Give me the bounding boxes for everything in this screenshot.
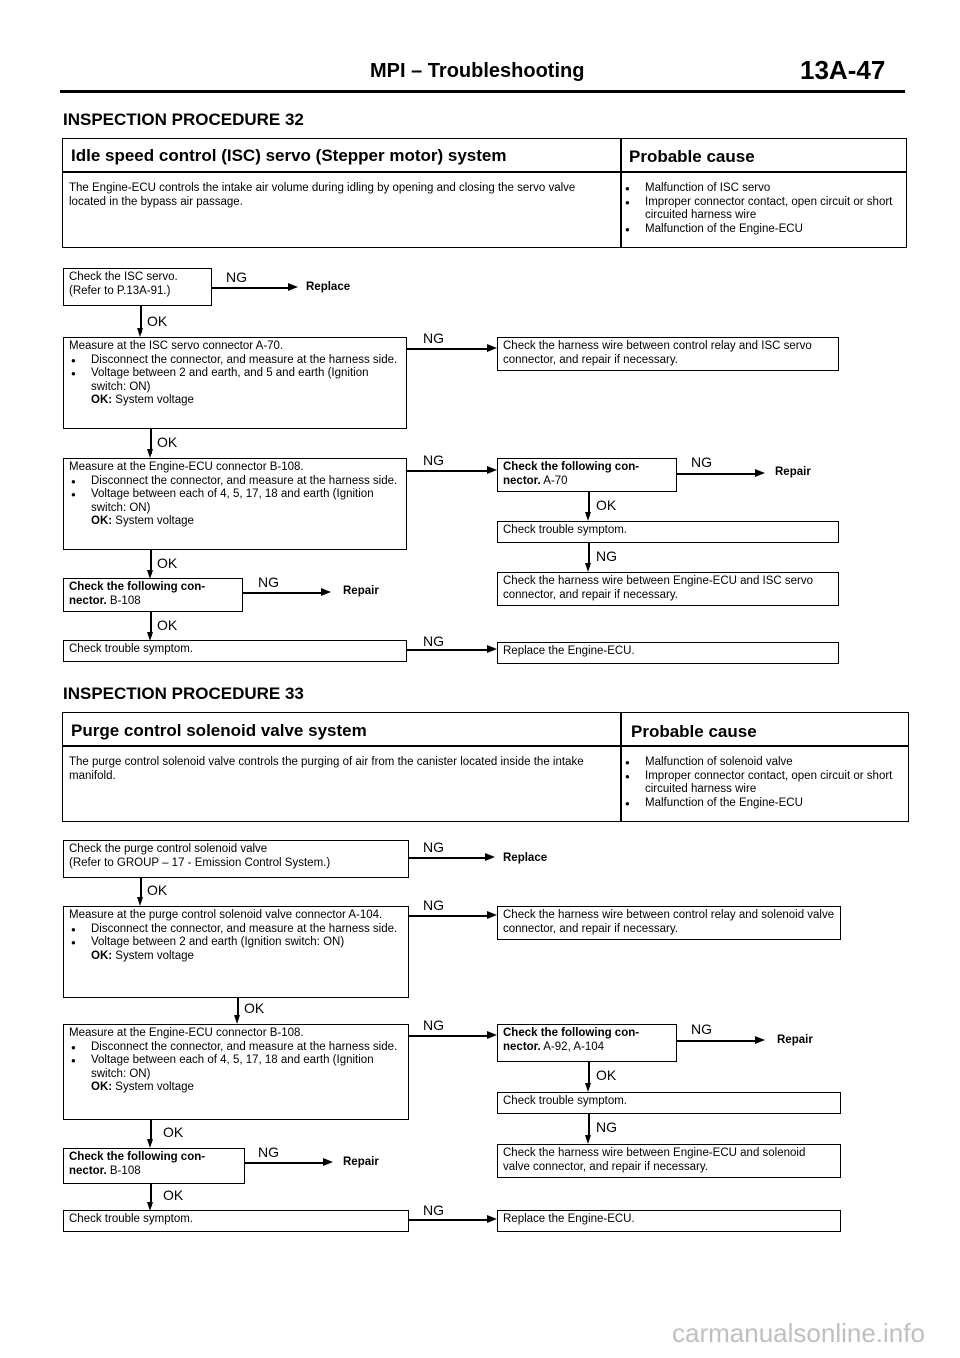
p33-replace-ecu-box: Replace the Engine-ECU. (497, 1210, 841, 1232)
arrow-down (137, 897, 143, 906)
connector-id: A-92, A-104 (543, 1040, 605, 1053)
box-bullet: ● Disconnect the connector, and measure at the harness side. (69, 354, 401, 368)
p33-action-repair: Repair (777, 1034, 813, 1046)
p33-check-relay-harness-box: Check the harness wire between control relay and solenoid valve connector, and repair if necessary. (497, 906, 841, 940)
arrow-down (585, 1135, 591, 1144)
ok-condition-label: OK: (91, 394, 113, 406)
box-bullet: ● Disconnect the connector, and measure at the harness side. (69, 923, 403, 937)
p32-final-trouble-symptom-box: Check trouble symptom. (63, 640, 407, 662)
p32-action-replace: Replace (306, 281, 351, 293)
system-title: Purge control solenoid valve system (71, 721, 367, 740)
arrow-right (487, 466, 497, 474)
ok-condition (69, 1081, 403, 1095)
p32-check-relay-harness-box: Check the harness wire between control relay and ISC servo connector, and repair if necessary. (497, 337, 839, 371)
cause-item: ● Malfunction of ISC servo (623, 182, 903, 196)
ok-label: OK (157, 555, 178, 571)
ng-label: NG (258, 574, 279, 590)
arrow-down (585, 1083, 591, 1092)
table-divider (63, 171, 906, 173)
ng-label: NG (423, 1017, 444, 1033)
watermark: carmanualsonline.info (672, 1318, 925, 1348)
ok-label: OK (596, 1067, 617, 1083)
probable-cause-list (623, 182, 903, 236)
system-title: Idle speed control (ISC) servo (Stepper motor) system (71, 146, 507, 165)
p33-check-ecu-harness-box: Check the harness wire between Engine-ECU and solenoid valve connector, and repair if necessary. (497, 1144, 841, 1178)
box-bullet: ● Disconnect the connector, and measure at the harness side. (69, 1041, 403, 1055)
box-line: Check the purge control solenoid valve (69, 843, 268, 855)
box-line: (Refer to GROUP – 17 - Emission Control System.) (69, 856, 331, 869)
box-bold-text: Check the following con- nector. (69, 1151, 206, 1177)
header-title: MPI – Troubleshooting (370, 60, 585, 82)
box-line: Measure at the purge control solenoid valve connector A-104. (69, 909, 383, 921)
p33-final-trouble-symptom-box: Check trouble symptom. (63, 1210, 409, 1232)
ok-label: OK (157, 434, 178, 450)
box-bullet: ● Voltage between 2 and earth (Ignition switch: ON) (69, 936, 403, 950)
cause-item: ● Malfunction of the Engine-ECU (623, 223, 903, 237)
ng-label: NG (423, 633, 444, 649)
p32-action-repair: Repair (775, 466, 811, 478)
box-bold-text: Check the following con- nector. (503, 461, 640, 487)
connector-line (243, 592, 323, 594)
p33-check-connector-b108-box (63, 1148, 245, 1184)
arrow-down (147, 1139, 153, 1148)
ok-condition-value: System voltage (115, 515, 194, 527)
p32-measure-isc-connector-box (63, 337, 407, 429)
p32-check-ecu-harness-box: Check the harness wire between Engine-ECU and ISC servo connector, and repair if necessary. (497, 572, 839, 606)
arrow-right (288, 283, 298, 291)
connector-line (407, 348, 490, 350)
ng-label: NG (423, 897, 444, 913)
box-bold-text: Check the following con- nector. (69, 581, 206, 607)
probable-cause-list (623, 756, 905, 810)
page-number: 13A-47 (800, 55, 886, 85)
header-rule (60, 90, 905, 93)
ng-label: NG (423, 452, 444, 468)
p33-action-replace: Replace (503, 852, 548, 864)
p33-check-trouble-symptom-box: Check trouble symptom. (497, 1092, 841, 1114)
arrow-right (321, 588, 331, 596)
arrow-down (585, 563, 591, 572)
ok-label: OK (244, 1000, 265, 1016)
ok-condition-value: System voltage (115, 1081, 194, 1093)
p32-check-isc-servo-box (63, 268, 212, 306)
ng-label: NG (423, 330, 444, 346)
probable-cause-title: Probable cause (631, 722, 757, 741)
cause-item: ● Malfunction of solenoid valve (623, 756, 905, 770)
arrow-right (323, 1158, 333, 1166)
procedure-33-summary-table (62, 712, 909, 822)
connector-line (409, 915, 490, 917)
procedure-32-heading: INSPECTION PROCEDURE 32 (63, 110, 304, 129)
arrow-right (487, 1215, 497, 1223)
arrow-right (487, 1031, 497, 1039)
arrow-down (585, 512, 591, 521)
p33-action-repair: Repair (343, 1156, 379, 1168)
box-bullet: ● Disconnect the connector, and measure at the harness side. (69, 475, 401, 489)
connector-line (245, 1162, 325, 1164)
ng-label: NG (691, 1021, 712, 1037)
arrow-down (234, 1015, 240, 1024)
arrow-right (755, 469, 765, 477)
box-line: Measure at the Engine-ECU connector B-108. (69, 461, 304, 473)
ok-condition-label: OK: (91, 1081, 113, 1093)
ok-condition (69, 950, 403, 964)
connector-id: A-70 (543, 474, 568, 487)
box-line: (Refer to P.13A-91.) (69, 284, 171, 297)
table-divider (620, 713, 622, 821)
p32-measure-ecu-connector-box (63, 458, 407, 550)
p33-check-connector-a92-a104-box (497, 1024, 677, 1062)
system-description: The Engine-ECU controls the intake air volume during idling by opening and closing the servo valve located in the bypass air passage. (69, 182, 576, 208)
box-bullet: ● Voltage between 2 and earth, and 5 and earth (Ignition switch: ON) (69, 367, 401, 394)
ng-label: NG (596, 548, 617, 564)
p32-action-repair: Repair (343, 585, 379, 597)
ok-condition (69, 394, 401, 408)
ok-label: OK (147, 882, 168, 898)
ok-condition-value: System voltage (115, 394, 194, 406)
box-bullet: ● Voltage between each of 4, 5, 17, 18 and earth (Ignition switch: ON) (69, 1054, 403, 1081)
p32-check-connector-b108-box (63, 578, 243, 612)
ok-condition-value: System voltage (115, 949, 194, 962)
arrow-down (147, 449, 153, 458)
cause-item: ● Malfunction of the Engine-ECU (623, 797, 905, 811)
ng-label: NG (258, 1144, 279, 1160)
connector-id: B-108 (109, 1164, 141, 1177)
connector-line (409, 1219, 490, 1221)
table-divider (63, 745, 908, 747)
p32-replace-ecu-box: Replace the Engine-ECU. (497, 642, 839, 664)
procedure-33-heading: INSPECTION PROCEDURE 33 (63, 684, 304, 703)
cause-item: ● Improper connector contact, open circuit or short circuited harness wire (623, 770, 905, 797)
ng-label: NG (691, 454, 712, 470)
connector-line (407, 470, 490, 472)
ng-label: NG (423, 839, 444, 855)
box-bold-text: Check the following con- nector. (503, 1027, 640, 1053)
p33-measure-solenoid-connector-box (63, 906, 409, 998)
arrow-right (755, 1036, 765, 1044)
arrow-down (137, 328, 143, 337)
ng-label: NG (423, 1202, 444, 1218)
cause-item: ● Improper connector contact, open circuit or short circuited harness wire (623, 196, 903, 223)
p33-check-purge-valve-box (63, 840, 409, 878)
p32-check-trouble-symptom-box: Check trouble symptom. (497, 521, 839, 543)
arrow-right (485, 853, 495, 861)
ok-label: OK (163, 1187, 184, 1203)
p32-check-connector-a70-box (497, 458, 677, 492)
ok-label: OK (596, 497, 617, 513)
ok-condition-label: OK: (91, 949, 113, 962)
p33-measure-ecu-connector-box (63, 1024, 409, 1120)
connector-line (677, 1040, 757, 1042)
ng-label: NG (226, 269, 247, 285)
probable-cause-title: Probable cause (629, 147, 755, 166)
table-divider (620, 139, 622, 247)
connector-line (212, 287, 290, 289)
connector-line (407, 649, 490, 651)
ok-label: OK (157, 617, 178, 633)
box-line: Measure at the ISC servo connector A-70. (69, 340, 284, 352)
connector-line (409, 1035, 490, 1037)
ok-condition (69, 515, 401, 529)
procedure-32-summary-table (62, 138, 907, 248)
connector-line (677, 473, 757, 475)
ok-label: OK (163, 1124, 184, 1140)
ok-label: OK (147, 313, 168, 329)
connector-line (409, 857, 487, 859)
box-bullet: ● Voltage between each of 4, 5, 17, 18 and earth (Ignition switch: ON) (69, 488, 401, 515)
box-line: Measure at the Engine-ECU connector B-108. (69, 1027, 304, 1039)
arrow-right (487, 911, 497, 919)
system-description: The purge control solenoid valve controls the purging of air from the canister located inside the intake manifold. (69, 756, 584, 782)
ng-label: NG (596, 1119, 617, 1135)
arrow-right (487, 344, 497, 352)
box-line: Check the ISC servo. (69, 271, 178, 283)
connector-id: B-108 (109, 594, 141, 607)
arrow-right (487, 645, 497, 653)
ok-condition-label: OK: (91, 515, 113, 527)
